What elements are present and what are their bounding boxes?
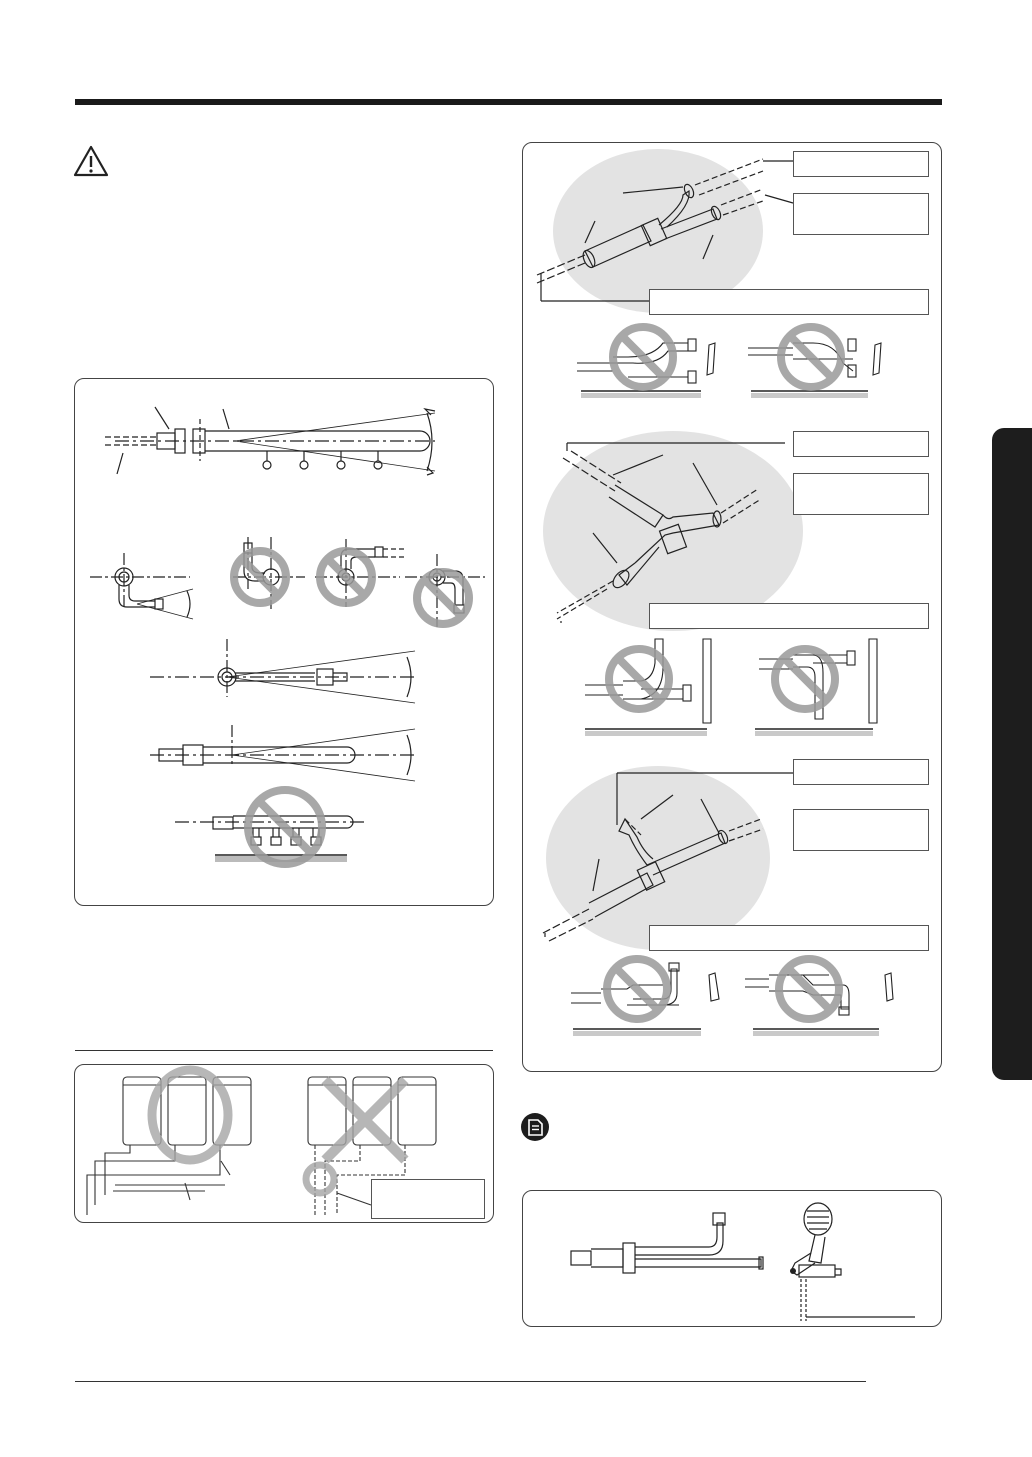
- header-installation-panel: [74, 378, 494, 906]
- header-rule: [75, 99, 942, 105]
- header-installation-diagram: [75, 379, 495, 909]
- outdoor-unit-connection-panel: [74, 1064, 494, 1223]
- note-illustration-panel: [522, 1190, 942, 1327]
- note-illustration-diagram: [523, 1191, 943, 1329]
- connection-callout-box: [371, 1179, 485, 1219]
- label-box-2b: [793, 473, 929, 515]
- label-box-3b: [793, 809, 929, 851]
- footer-rule: [75, 1381, 866, 1382]
- chapter-side-tab: [992, 428, 1032, 1080]
- label-box-1c: [649, 289, 929, 315]
- label-box-2a: [793, 431, 929, 457]
- label-box-1b: [793, 193, 929, 235]
- label-box-1a: [793, 151, 929, 177]
- label-box-3a: [793, 759, 929, 785]
- section-rule: [75, 1050, 493, 1051]
- label-box-3c: [649, 925, 929, 951]
- y-joint-installation-panel: [522, 142, 942, 1072]
- label-box-2c: [649, 603, 929, 629]
